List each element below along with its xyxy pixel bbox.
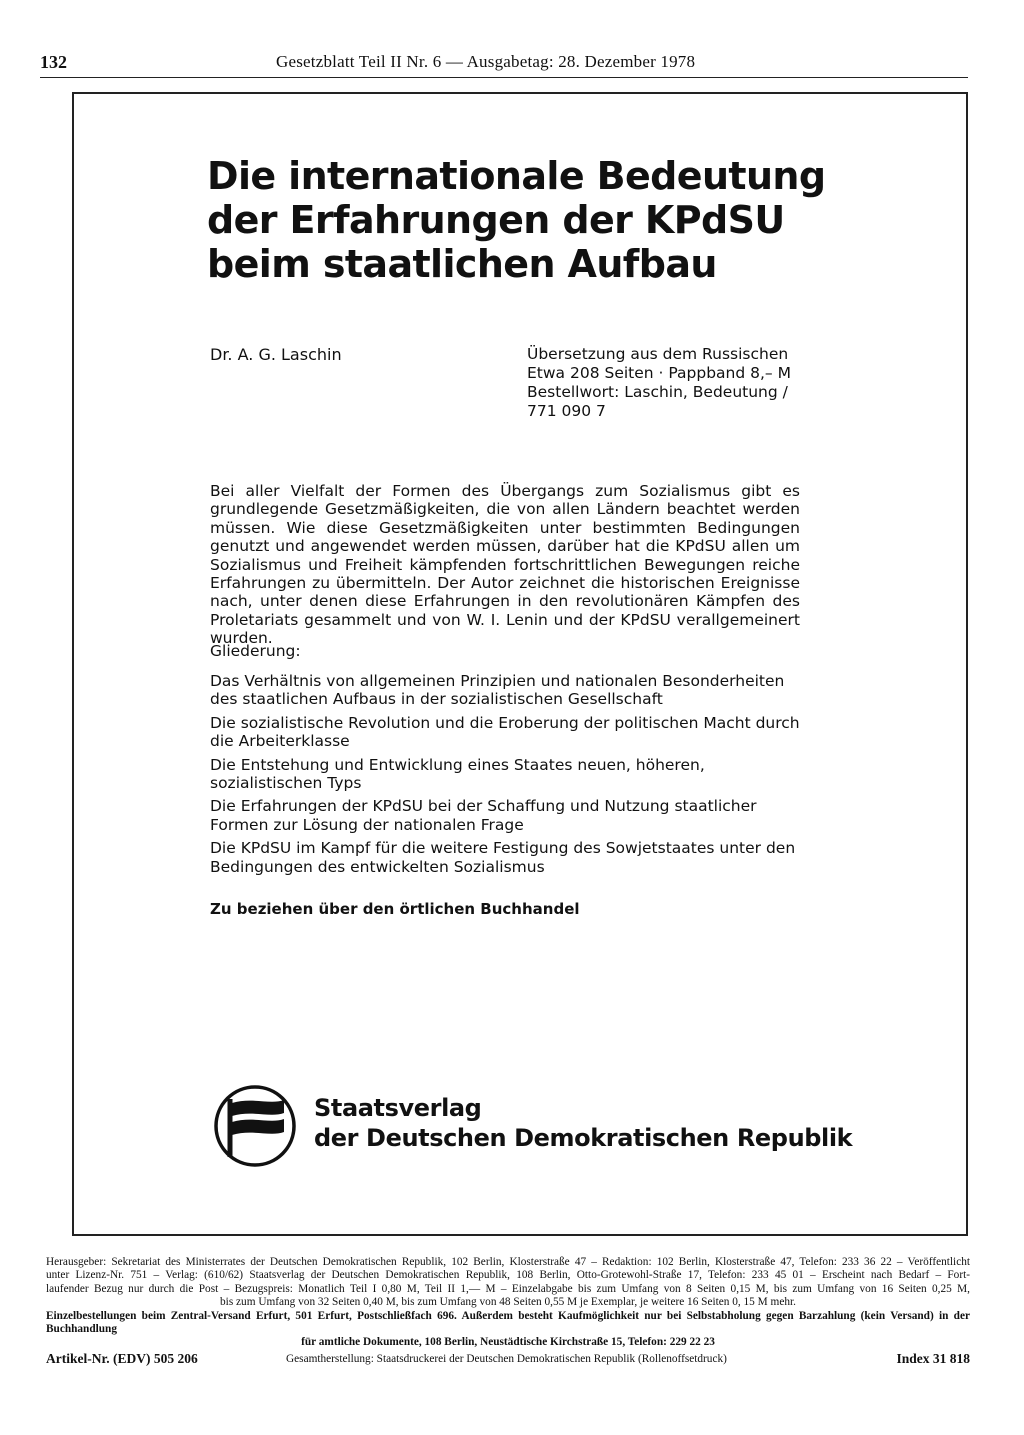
book-author: Dr. A. G. Laschin [210, 345, 342, 364]
article-number: Artikel-Nr. (EDV) 505 206 [46, 1350, 198, 1366]
contents-item: Die Erfahrungen der KPdSU bei der Schaffung und Nutzung staatlicher Formen zur Lösung der nationalen Frage [210, 797, 757, 834]
imprint-line: bis zum Umfang von 32 Seiten 0,40 M, bis zum Umfang von 48 Seiten 0,55 M je Exemplar, je weitere 16 Seiten 0, 15 M mehr. [220, 1296, 796, 1309]
book-order-number: 771 090 7 [527, 402, 606, 420]
book-description: Bei aller Vielfalt der Formen des Übergangs zum Sozialismus gibt es grundlegende Gesetzmäßigkeiten, die von allen Ländern beachtet werden müssen. Wie diese Gesetzmäßigkeiten unter bestimmten Bedingungen genutzt und angewendet werden müssen, darüber hat die KPdSU allen um Sozialismus und Freiheit kämpfenden fortschrittlichen Bewegungen reiche Erfahrungen zu übermitteln. Der Autor zeichnet die historischen Ereignisse nach, unter denen diese Erfahrungen in den revolutionären Kämpfen des Proletariats gesammelt und von W. I. Lenin und der KPdSU verallgemeinert wurden. [210, 482, 800, 648]
imprint-line: unter Lizenz-Nr. 751 – Verlag: (610/62) Staatsverlag der Deutschen Demokratischen Republik, 108 Berlin, Otto-Grotewohl-Straße 17, Telefon: 233 45 01 – Erscheint nach Bedarf – Fort- [46, 1269, 970, 1282]
book-translation-note: Übersetzung aus dem Russischen [527, 345, 789, 363]
index-number: Index 31 818 [896, 1350, 970, 1366]
book-order-word: Bestellwort: Laschin, Bedeutung / [527, 383, 788, 401]
imprint-line: für amtliche Dokumente, 108 Berlin, Neustädtische Kirchstraße 15, Telefon: 229 22 23 [301, 1336, 715, 1349]
contents-item: Die Entstehung und Entwicklung eines Staates neuen, höheren, sozialistischen Typs [210, 755, 705, 793]
contents-item: Die sozialistische Revolution und die Eroberung der politischen Macht durch die Arbeiterklasse [210, 713, 800, 751]
contents-list [210, 672, 800, 881]
running-header: Gesetzblatt Teil II Nr. 6 — Ausgabetag: 28. Dezember 1978 [276, 52, 696, 71]
publisher-name-line-1: Staatsverlag [314, 1094, 482, 1122]
contents-item: Das Verhältnis von allgemeinen Prinzipien und nationalen Besonderheiten des staatlichen Aufbaus in der sozialistischen Gesellschaft [210, 672, 785, 709]
imprint-line: Herausgeber: Sekretariat des Ministerrates der Deutschen Demokratischen Republik, 102 Berlin, Klosterstraße 47 – Redaktion: 102 Berlin, Klosterstraße 47, Telefon: 233 36 22 – Veröffentlicht [46, 1256, 970, 1268]
contents-label: Gliederung: [210, 642, 301, 660]
contents-item: Die KPdSU im Kampf für die weitere Festigung des Sowjetstaates unter den Bedingungen des entwickelten Sozialismus [210, 839, 796, 876]
book-title [207, 154, 827, 286]
imprint [46, 1256, 970, 1368]
printer-note: Gesamtherstellung: Staatsdruckerei der Deutschen Demokratischen Republik (Rollenoffsetdruck) [286, 1352, 727, 1365]
staatsverlag-flag-logo-icon [212, 1083, 298, 1169]
page-header [40, 52, 970, 76]
book-title-line-1: Die internationale Bedeutung [207, 154, 826, 198]
page-number: 132 [40, 52, 67, 72]
imprint-line: Einzelbestellungen beim Zentral-Versand Erfurt, 501 Erfurt, Postschließfach 696. Außerdem besteht Kaufmöglichkeit nur bei Selbstabholung gegen Barzahlung (kein Versand) in der Buchhandlung [46, 1309, 970, 1336]
availability-note: Zu beziehen über den örtlichen Buchhandel [210, 900, 580, 918]
publisher-name-line-2: der Deutschen Demokratischen Republik [314, 1124, 853, 1152]
book-pages-price: Etwa 208 Seiten · Pappband 8,– M [527, 364, 791, 382]
book-title-line-3: beim staatlichen Aufbau [207, 242, 717, 286]
imprint-footer-row [46, 1351, 970, 1368]
book-title-line-2: der Erfahrungen der KPdSU [207, 198, 785, 242]
header-rule [40, 77, 968, 78]
publisher-name [314, 1093, 852, 1153]
imprint-line: laufender Bezug nur durch die Post – Bezugspreis: Monatlich Teil I 0,80 M, Teil II 1,— M – Einzelabgabe bis zum Umfang von 8 Seiten 0,15 M, bis zum Umfang von 16 Seiten 0,25 M, [46, 1282, 970, 1295]
book-info [527, 345, 791, 421]
